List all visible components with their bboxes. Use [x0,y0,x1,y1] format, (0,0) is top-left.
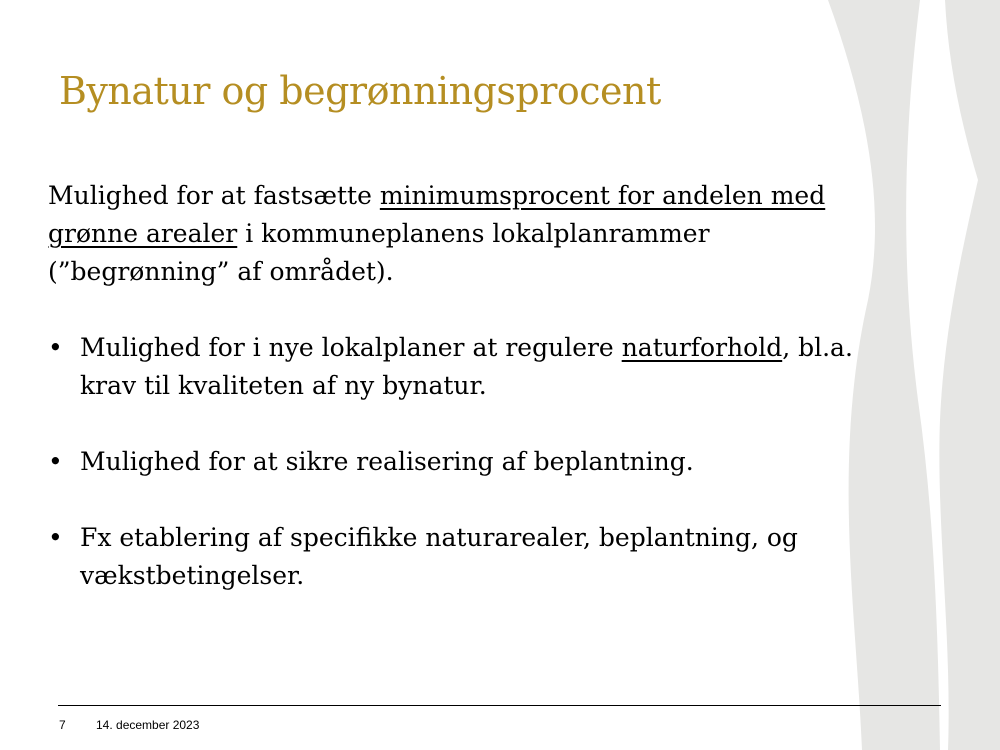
intro-text-2: i kommuneplanens lokalplanrammer (”begrønning” af området). [48,219,710,286]
bullet-text: Fx etablering af specifikke naturarealer, beplantning, og vækstbetingelser. [80,523,798,590]
slide-title: Bynatur og begrønningsprocent [59,69,661,113]
bullet-underlined-text: naturforhold [621,333,783,362]
bullet-item [48,443,878,481]
bullet-text: Mulighed for i nye lokalplaner at regulere [80,333,622,362]
decor-shape-right [939,0,1000,750]
intro-paragraph [48,177,878,291]
intro-underlined-text: minimumsprocent for andelen med grønne arealer [48,181,826,248]
bullet-text-after: , bl.a. krav til kvaliteten af ny bynatur. [80,333,853,400]
footer-date: 14. december 2023 [96,718,200,732]
slide-body [48,177,878,595]
page-number: 7 [59,718,66,732]
bullet-item [48,519,878,595]
bullet-item [48,329,878,405]
bullet-text: Mulighed for at sikre realisering af beplantning. [80,447,694,476]
footer-divider [58,705,941,706]
intro-text-1: Mulighed for at fastsætte [48,181,380,210]
bullet-list [48,329,878,595]
